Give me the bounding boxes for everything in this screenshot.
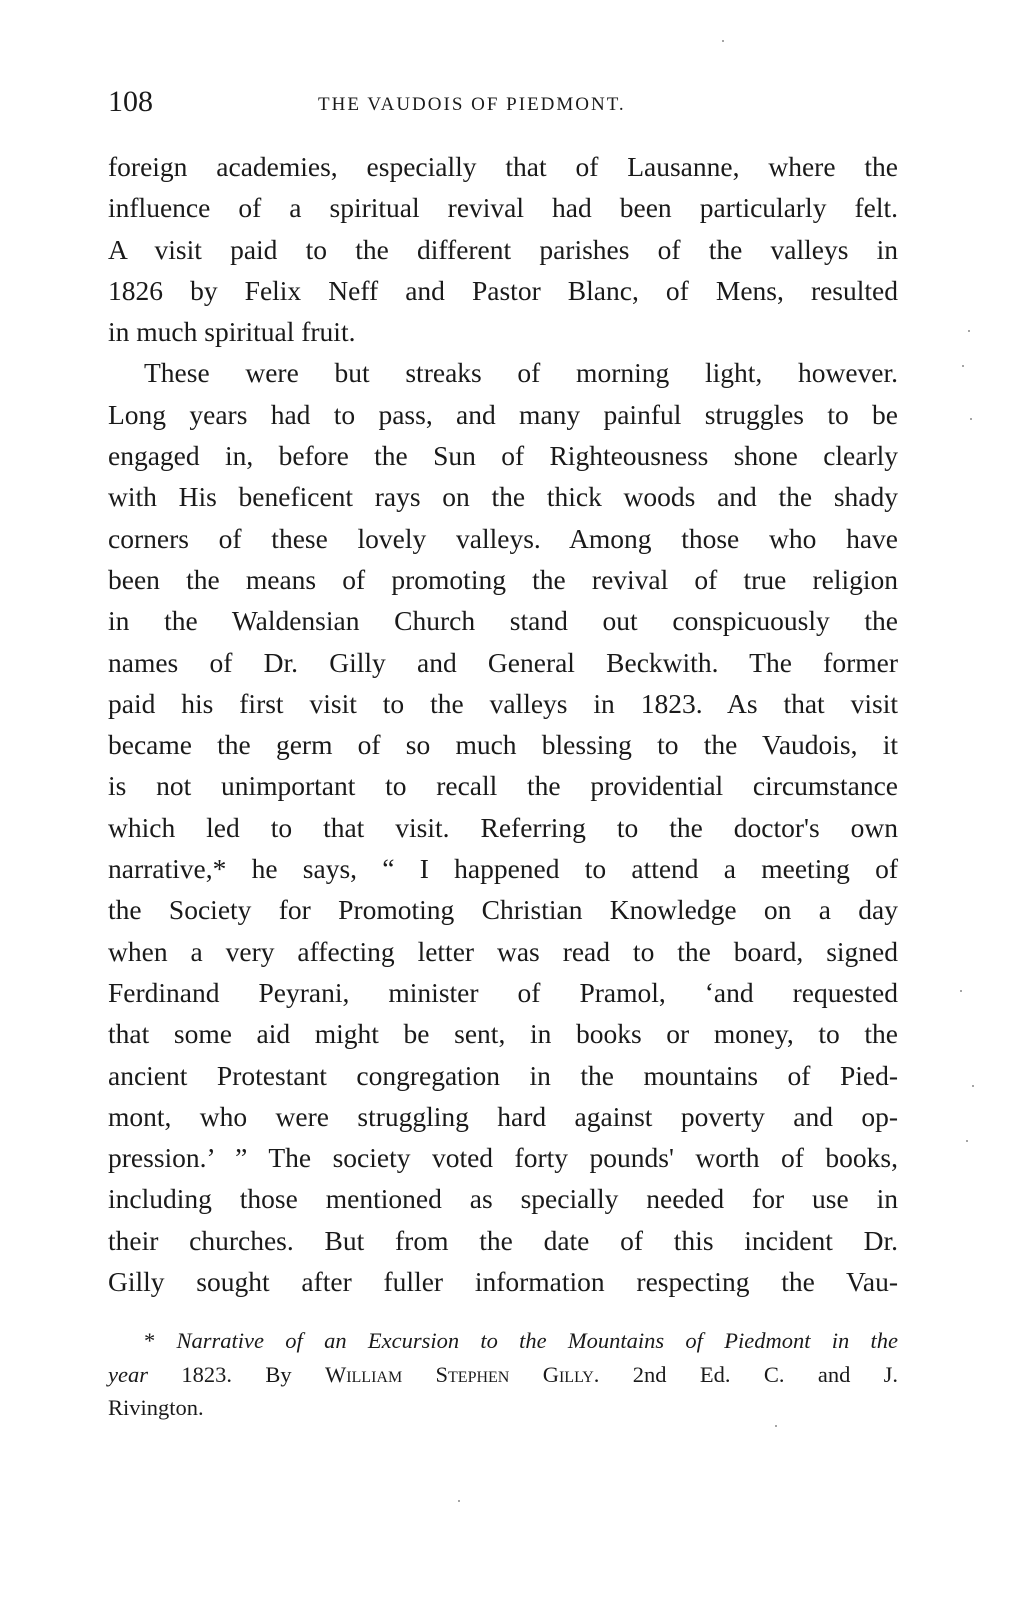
footnote-year-word: year: [108, 1361, 148, 1387]
footnote-marker: *: [144, 1328, 156, 1353]
speck: [960, 990, 962, 992]
text-line: their churches. But from the date of this incident Dr.: [108, 1224, 898, 1256]
footnote-year: 1823.: [181, 1361, 232, 1387]
text-line: Long years had to pass, and many painful struggles to be: [108, 398, 898, 430]
text-line: paid his first visit to the valleys in 1823. As that visit: [108, 687, 898, 719]
text-line: These were but streaks of morning light, however.: [144, 357, 898, 389]
footnote-title: Narrative of an Excursion to the Mountains of Piedmont in the: [176, 1328, 898, 1353]
text-line: been the means of promoting the revival of true religion: [108, 563, 898, 595]
text-line: which led to that visit. Referring to the doctor's own: [108, 811, 898, 843]
text-line: narrative,* he says, “ I happened to attend a meeting of: [108, 853, 898, 885]
footnote-line: [108, 1324, 898, 1358]
footnote-author: William Stephen Gilly.: [324, 1361, 600, 1387]
page-number: 108: [108, 85, 153, 118]
running-head: [108, 84, 898, 120]
text-line: engaged in, before the Sun of Righteousness shone clearly: [108, 440, 898, 472]
text-line: A visit paid to the different parishes of the valleys in: [108, 233, 898, 265]
footnote-by: By: [265, 1361, 292, 1387]
speck: [962, 365, 964, 367]
text-line: with His beneficent rays on the thick woods and the shady: [108, 481, 898, 513]
running-title: THE VAUDOIS OF PIEDMONT.: [318, 94, 626, 115]
text-line: pression.’ ” The society voted forty pounds' worth of books,: [108, 1142, 898, 1174]
footnote-line: [108, 1391, 898, 1425]
text-line: the Society for Promoting Christian Knowledge on a day: [108, 894, 898, 926]
speck: [775, 1425, 777, 1427]
text-line: that some aid might be sent, in books or money, to the: [108, 1018, 898, 1050]
speck: [972, 1085, 974, 1087]
text-line: is not unimportant to recall the providential circumstance: [108, 770, 898, 802]
body-text: [108, 146, 898, 1302]
speck: [970, 418, 972, 420]
footnote-publisher: Rivington.: [108, 1395, 204, 1420]
text-line: names of Dr. Gilly and General Beckwith. The former: [108, 646, 898, 678]
speck: [458, 1500, 460, 1502]
text-line: in much spiritual fruit.: [108, 316, 356, 348]
footnote: [108, 1324, 898, 1425]
text-line: corners of these lovely valleys. Among those who have: [108, 522, 898, 554]
text-line: influence of a spiritual revival had been particularly felt.: [108, 192, 898, 224]
text-line: ancient Protestant congregation in the mountains of Pied-: [108, 1059, 898, 1091]
text-line: became the germ of so much blessing to the Vaudois, it: [108, 729, 898, 761]
text-line: when a very affecting letter was read to the board, signed: [108, 935, 898, 967]
speck: [968, 330, 970, 332]
text-line: 1826 by Felix Neff and Pastor Blanc, of Mens, resulted: [108, 274, 898, 306]
speck: [722, 40, 724, 42]
speck: [966, 1140, 968, 1142]
text-line: Gilly sought after fuller information respecting the Vau-: [108, 1266, 898, 1298]
text-line: foreign academies, especially that of Lausanne, where the: [108, 151, 898, 182]
footnote-edition: 2nd Ed. C. and J.: [632, 1361, 899, 1387]
text-line: in the Waldensian Church stand out conspicuously the: [108, 605, 898, 637]
text-line: including those mentioned as specially needed for use in: [108, 1183, 898, 1215]
footnote-line: [108, 1358, 898, 1392]
text-line: Ferdinand Peyrani, minister of Pramol, ‘and requested: [108, 976, 898, 1008]
text-line: mont, who were struggling hard against poverty and op-: [108, 1100, 898, 1132]
